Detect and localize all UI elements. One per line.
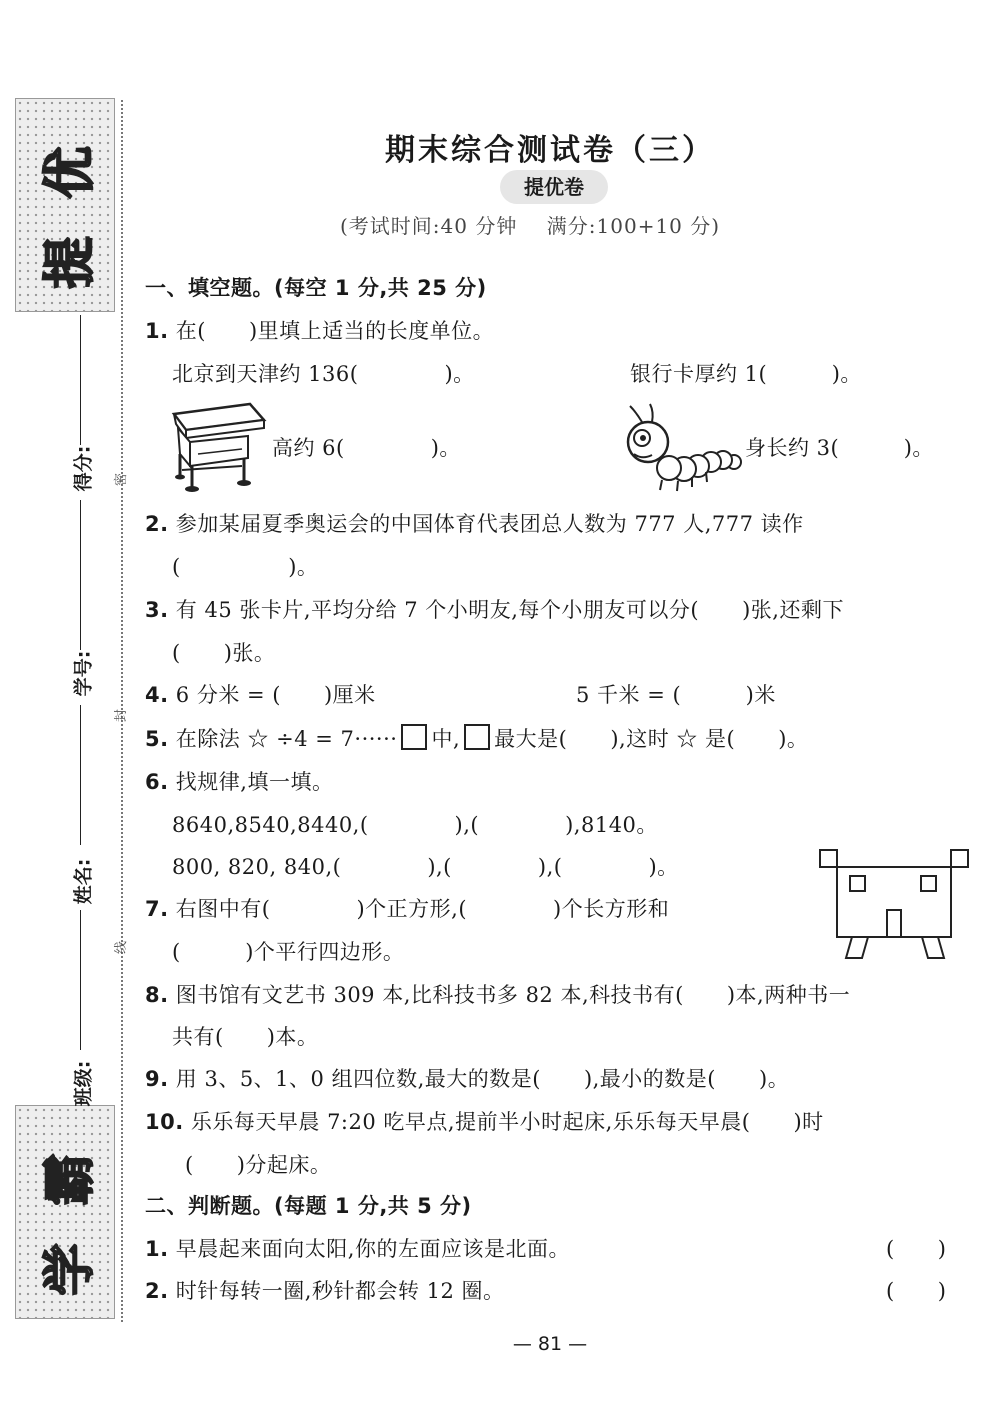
question-2 — [145, 508, 804, 538]
question-text: 中, — [431, 727, 461, 751]
name-field-line — [80, 705, 81, 845]
question-8-line2: 共有( )本。 — [172, 1025, 319, 1049]
class-field-line — [80, 910, 81, 1050]
question-8 — [145, 979, 850, 1009]
question-number: 4. — [145, 683, 169, 707]
question-number: 8. — [145, 983, 169, 1007]
subtitle-badge: 提优卷 — [500, 170, 608, 204]
question-text: 参加某届夏季奥运会的中国体育代表团总人数为 777 人,777 读作 — [175, 512, 804, 536]
judge-question-1 — [145, 1233, 570, 1263]
judge-answer-bracket: ( ) — [886, 1237, 947, 1261]
question-4 — [145, 679, 376, 709]
question-text: 用 3、5、1、0 组四位数,最大的数是( ),最小的数是( )。 — [175, 1067, 790, 1091]
question-text: 有 45 张卡片,平均分给 7 个小明友,每个小朋友可以分( )张,还剩下 — [175, 598, 844, 622]
question-1-d: 身长约 3( )。 — [745, 436, 934, 460]
question-6-row2: 800, 820, 840,( ),( ),( )。 — [172, 855, 679, 879]
question-4-b: 5 千米 = ( )米 — [576, 683, 776, 707]
question-number: 1. — [145, 319, 169, 343]
question-text: 早晨起来面向太阳,你的左面应该是北面。 — [175, 1237, 570, 1261]
question-number: 6. — [145, 770, 169, 794]
question-2-line2: ( )。 — [172, 555, 319, 579]
question-1 — [145, 315, 494, 345]
question-text: 最大是( ),这时 ☆ 是( )。 — [494, 727, 809, 751]
deco-char: 学 — [40, 1243, 101, 1296]
question-number: 1. — [145, 1237, 169, 1261]
question-1-b: 银行卡厚约 1( )。 — [630, 362, 862, 386]
judge-question-2 — [145, 1275, 505, 1305]
seal-mark: 线 — [114, 940, 130, 955]
question-3 — [145, 594, 844, 624]
score-field-line — [80, 315, 81, 445]
question-text: 在( )里填上适当的长度单位。 — [175, 319, 495, 343]
answer-box — [401, 724, 427, 750]
question-text: 在除法 ☆ ÷4 = 7······ — [175, 727, 398, 751]
student-id-field-line — [80, 500, 81, 650]
question-text: 时针每转一圈,秒针都会转 12 圈。 — [175, 1279, 505, 1303]
question-text: 图书馆有文艺书 309 本,比科技书多 82 本,科技书有( )本,两种书一 — [175, 983, 851, 1007]
question-1-a: 北京到天津约 136( )。 — [172, 362, 475, 386]
name-label: 姓名: — [72, 858, 95, 905]
question-text: 找规律,填一填。 — [175, 770, 334, 794]
question-number: 10. — [145, 1110, 184, 1134]
caterpillar-illustration — [622, 400, 742, 495]
question-number: 5. — [145, 727, 169, 751]
question-number: 7. — [145, 897, 169, 921]
question-9 — [145, 1063, 789, 1093]
question-number: 3. — [145, 598, 169, 622]
question-text: 右图中有( )个正方形,( )个长方形和 — [175, 897, 670, 921]
question-text: 乐乐每天早晨 7:20 吃早点,提前半小时起床,乐乐每天早晨( )时 — [190, 1110, 824, 1134]
shape-figure — [818, 848, 970, 964]
score-label: 得分: — [72, 445, 95, 492]
question-number: 9. — [145, 1067, 169, 1091]
question-10 — [145, 1106, 824, 1136]
question-5 — [145, 723, 808, 753]
question-number: 2. — [145, 1279, 169, 1303]
answer-box — [464, 724, 490, 750]
seal-mark: 封 — [114, 708, 130, 723]
class-label: 班级: — [72, 1060, 95, 1107]
question-7-line2: ( )个平行四边形。 — [172, 940, 405, 964]
deco-char: 霸 — [40, 1153, 101, 1206]
deco-char: 优 — [40, 146, 101, 199]
question-3-line2: ( )张。 — [172, 641, 276, 665]
deco-badge-bottom — [15, 1105, 115, 1319]
section2-heading: 二、判断题。(每题 1 分,共 5 分) — [145, 1194, 472, 1218]
question-7 — [145, 893, 669, 923]
page-number: — 81 — — [512, 1333, 588, 1355]
judge-answer-bracket: ( ) — [886, 1279, 947, 1303]
seal-mark: 密 — [114, 472, 130, 487]
question-6 — [145, 766, 333, 796]
question-number: 2. — [145, 512, 169, 536]
question-10-line2: ( )分起床。 — [185, 1153, 332, 1177]
page-title: 期末综合测试卷（三） — [385, 133, 715, 168]
deco-char: 提 — [40, 236, 101, 289]
question-text: 6 分米 = ( )厘米 — [175, 683, 376, 707]
desk-illustration — [168, 400, 268, 494]
section1-heading: 一、填空题。(每空 1 分,共 25 分) — [145, 276, 487, 300]
exam-info: (考试时间:40 分钟 满分:100+10 分) — [340, 214, 721, 238]
question-6-row1: 8640,8540,8440,( ),( ),8140。 — [172, 813, 658, 837]
question-1-c: 高约 6( )。 — [272, 436, 461, 460]
student-id-label: 学号: — [72, 650, 95, 697]
